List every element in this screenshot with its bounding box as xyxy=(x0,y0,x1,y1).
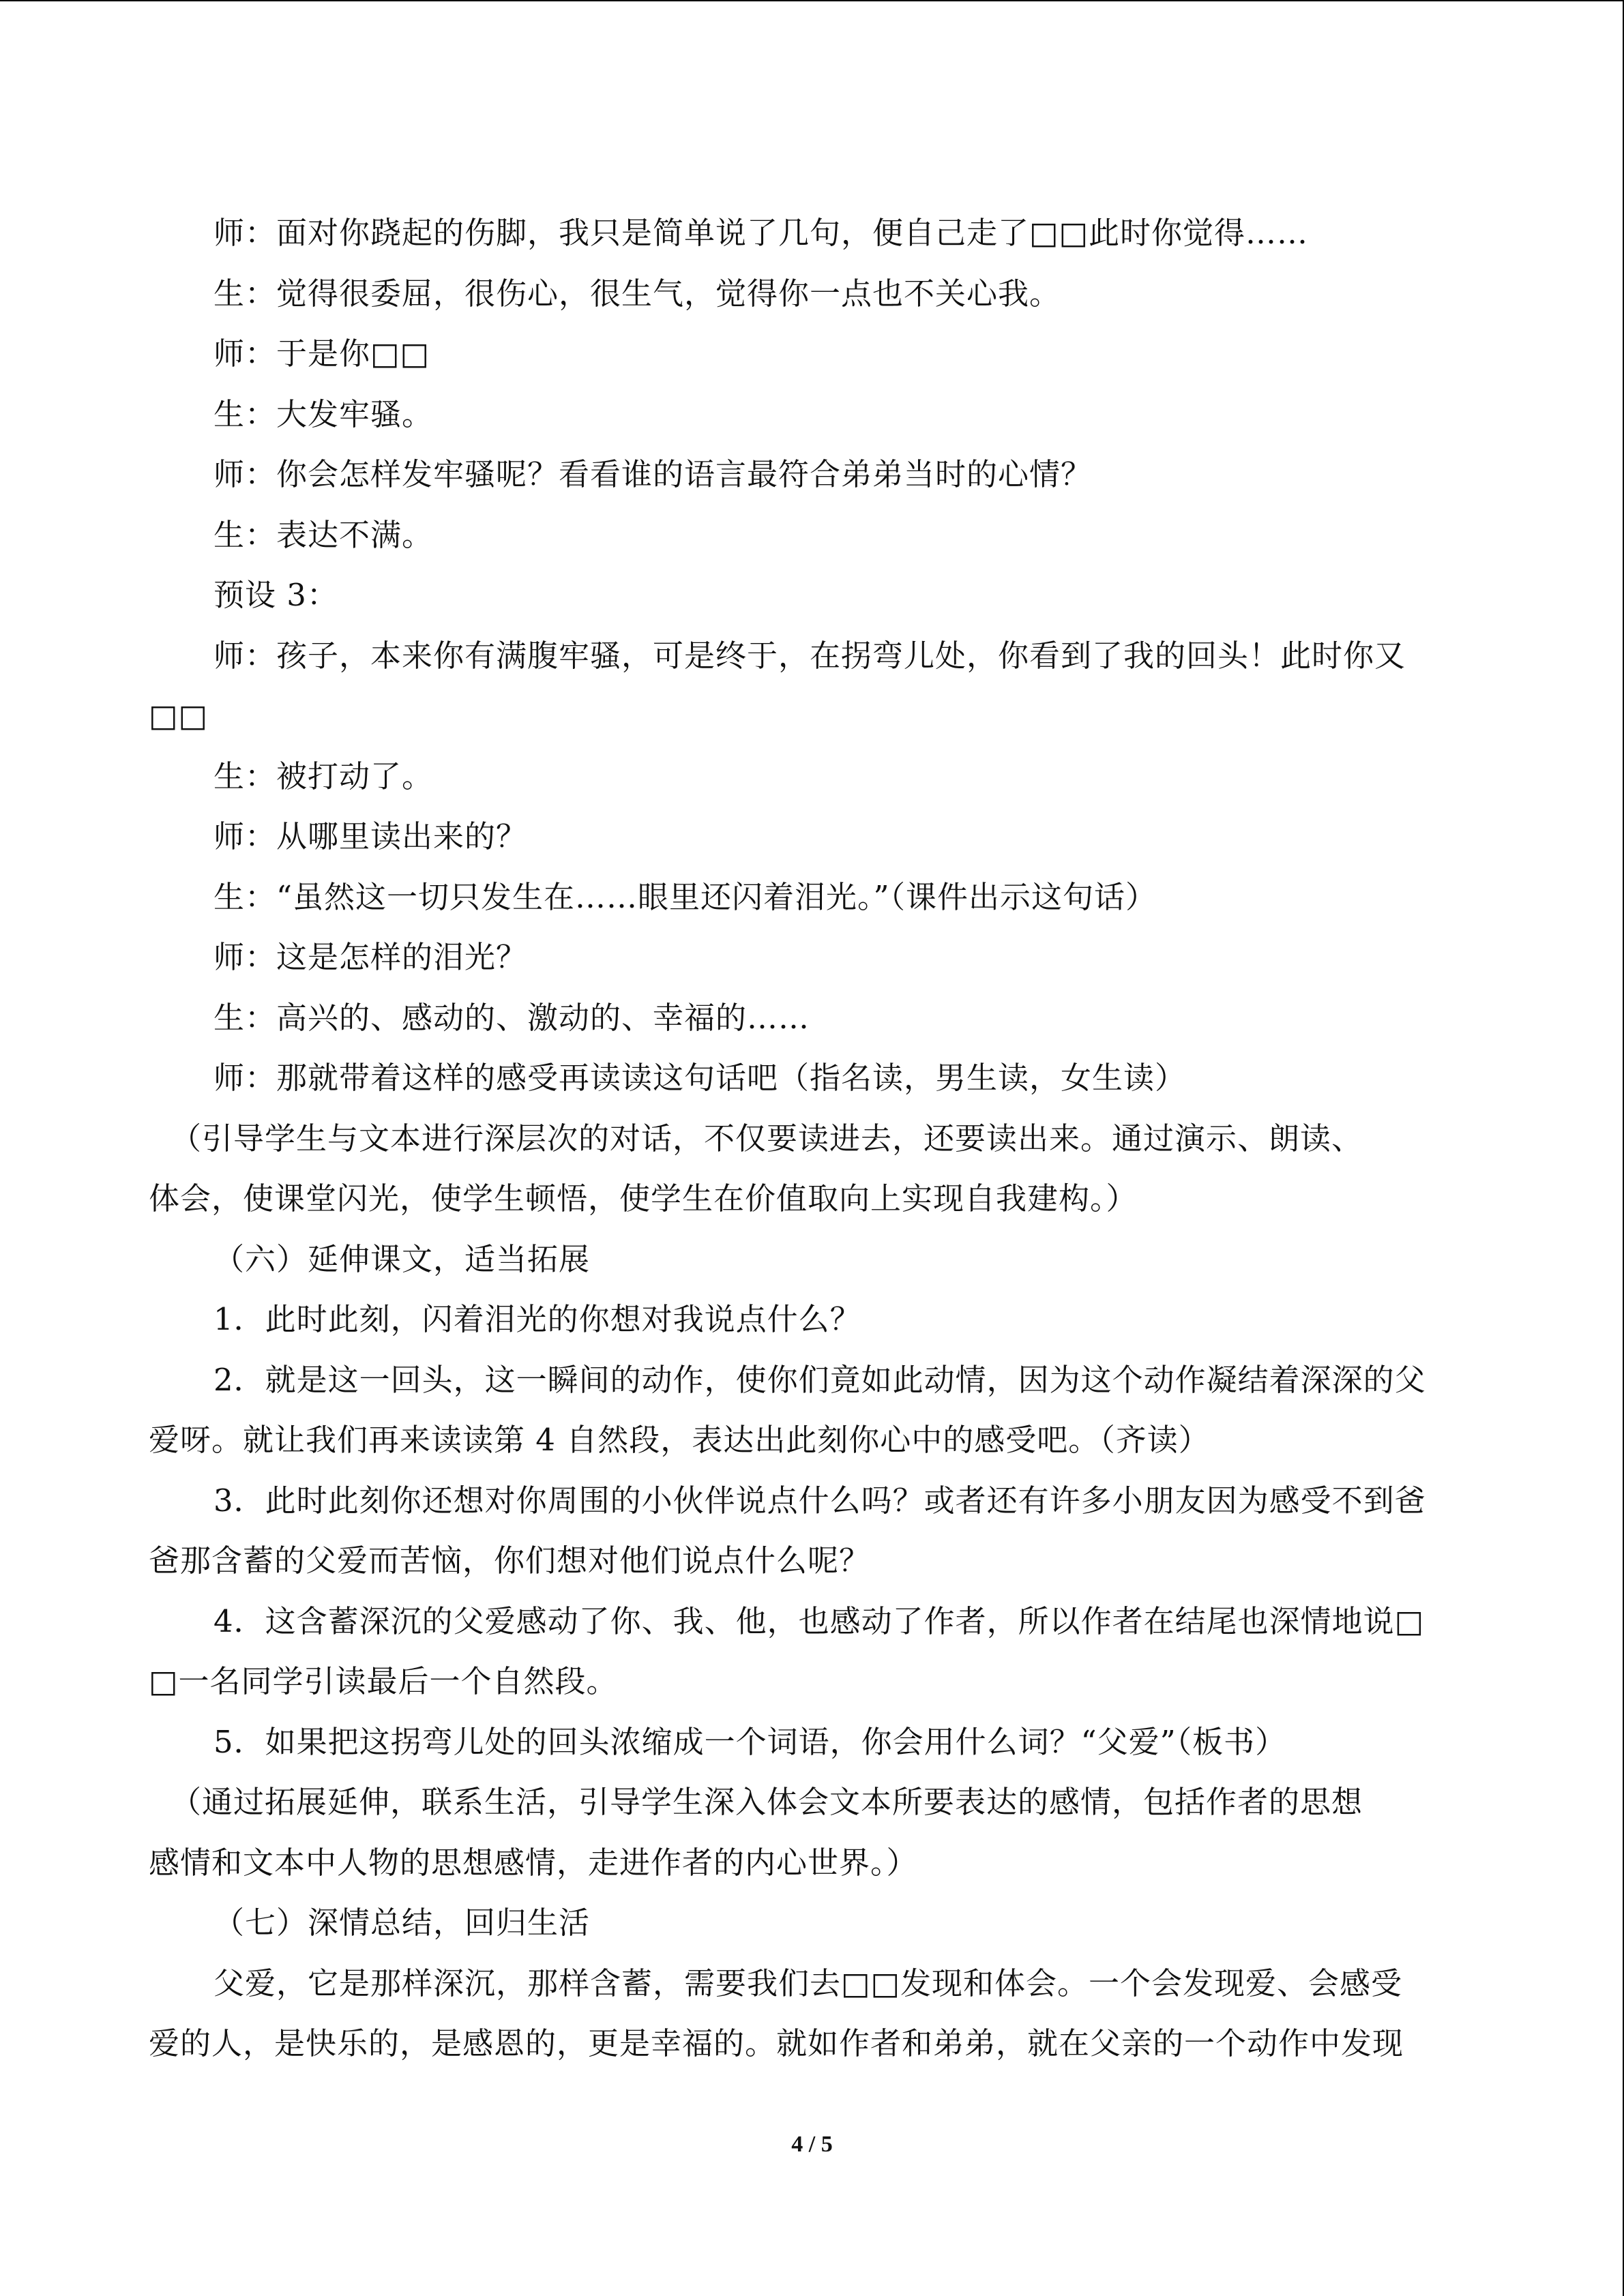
text-line: 师：于是你□□ xyxy=(213,336,430,372)
text-line: 体会，使课堂闪光，使学生顿悟，使学生在价值取向上实现自我建构。） xyxy=(149,1180,1138,1217)
text-line: 爱呀。就让我们再来读读第 4 自然段，表达出此刻你心中的感受吧。（齐读） xyxy=(149,1422,1210,1458)
text-line: □□ xyxy=(149,698,209,734)
text-line: 爱的人，是快乐的，是感恩的，更是幸福的。就如作者和弟弟，就在父亲的一个动作中发现 xyxy=(149,2025,1404,2061)
text-line: □一名同学引读最后一个自然段。 xyxy=(149,1663,618,1699)
text-line: 生：表达不满。 xyxy=(213,516,434,553)
text-line: 师：从哪里读出来的？ xyxy=(213,818,528,854)
page-number: 4 / 5 xyxy=(791,2132,833,2157)
text-line: 师：你会怎样发牢骚呢？看看谁的语言最符合弟弟当时的心情？ xyxy=(213,456,1093,492)
text-line: 3．此时此刻你还想对你周围的小伙伴说点什么吗？或者还有许多小朋友因为感受不到爸 xyxy=(213,1482,1426,1519)
text-line: 生：被打动了。 xyxy=(213,758,434,794)
text-line: 4．这含蓄深沉的父爱感动了你、我、他，也感动了作者，所以作者在结尾也深情地说□ xyxy=(213,1602,1425,1639)
text-line: 爸那含蓄的父爱而苦恼，你们想对他们说点什么呢？ xyxy=(149,1542,871,1579)
text-line: 生：觉得很委屈，很伤心，很生气，觉得你一点也不关心我。 xyxy=(213,275,1061,312)
text-line: 生：“虽然这一切只发生在……眼里还闪着泪光。”（课件出示这句话） xyxy=(213,878,1157,915)
text-line: 师：这是怎样的泪光？ xyxy=(213,939,528,975)
text-line: 师：孩子，本来你有满腹牢骚，可是终于，在拐弯儿处，你看到了我的回头！此时你又 xyxy=(213,637,1406,674)
text-line: 2．就是这一回头，这一瞬间的动作，使你们竟如此动情，因为这个动作凝结着深深的父 xyxy=(213,1361,1426,1398)
text-line: （通过拓展延伸，联系生活，引导学生深入体会文本所要表达的感情，包括作者的思想 xyxy=(171,1784,1363,1820)
text-line: 感情和文本中人物的思想感情，走进作者的内心世界。） xyxy=(149,1844,918,1881)
text-line: （引导学生与文本进行深层次的对话，不仅要读进去，还要读出来。通过演示、朗读、 xyxy=(171,1120,1363,1157)
text-line: 生：大发牢骚。 xyxy=(213,396,434,432)
text-line: 5．如果把这拐弯儿处的回头浓缩成一个词语，你会用什么词？“父爱”（板书） xyxy=(213,1723,1287,1760)
text-line: 师：面对你跷起的伤脚，我只是简单说了几句，便自己走了□□此时你觉得…… xyxy=(213,215,1309,251)
document-body xyxy=(149,203,1479,2074)
text-line: 师：那就带着这样的感受再读读这句话吧（指名读，男生读，女生读） xyxy=(213,1060,1187,1096)
text-line: 生：高兴的、感动的、激动的、幸福的…… xyxy=(213,999,810,1036)
text-line: 父爱，它是那样深沉，那样含蓄，需要我们去□□发现和体会。一个会发现爱、会感受 xyxy=(213,1965,1403,2001)
text-line: （六）延伸课文，适当拓展 xyxy=(213,1240,591,1277)
text-line: （七）深情总结，回归生活 xyxy=(213,1905,591,1941)
text-line: 预设 3： xyxy=(213,577,338,613)
text-line: 1．此时此刻，闪着泪光的你想对我说点什么？ xyxy=(213,1301,861,1337)
